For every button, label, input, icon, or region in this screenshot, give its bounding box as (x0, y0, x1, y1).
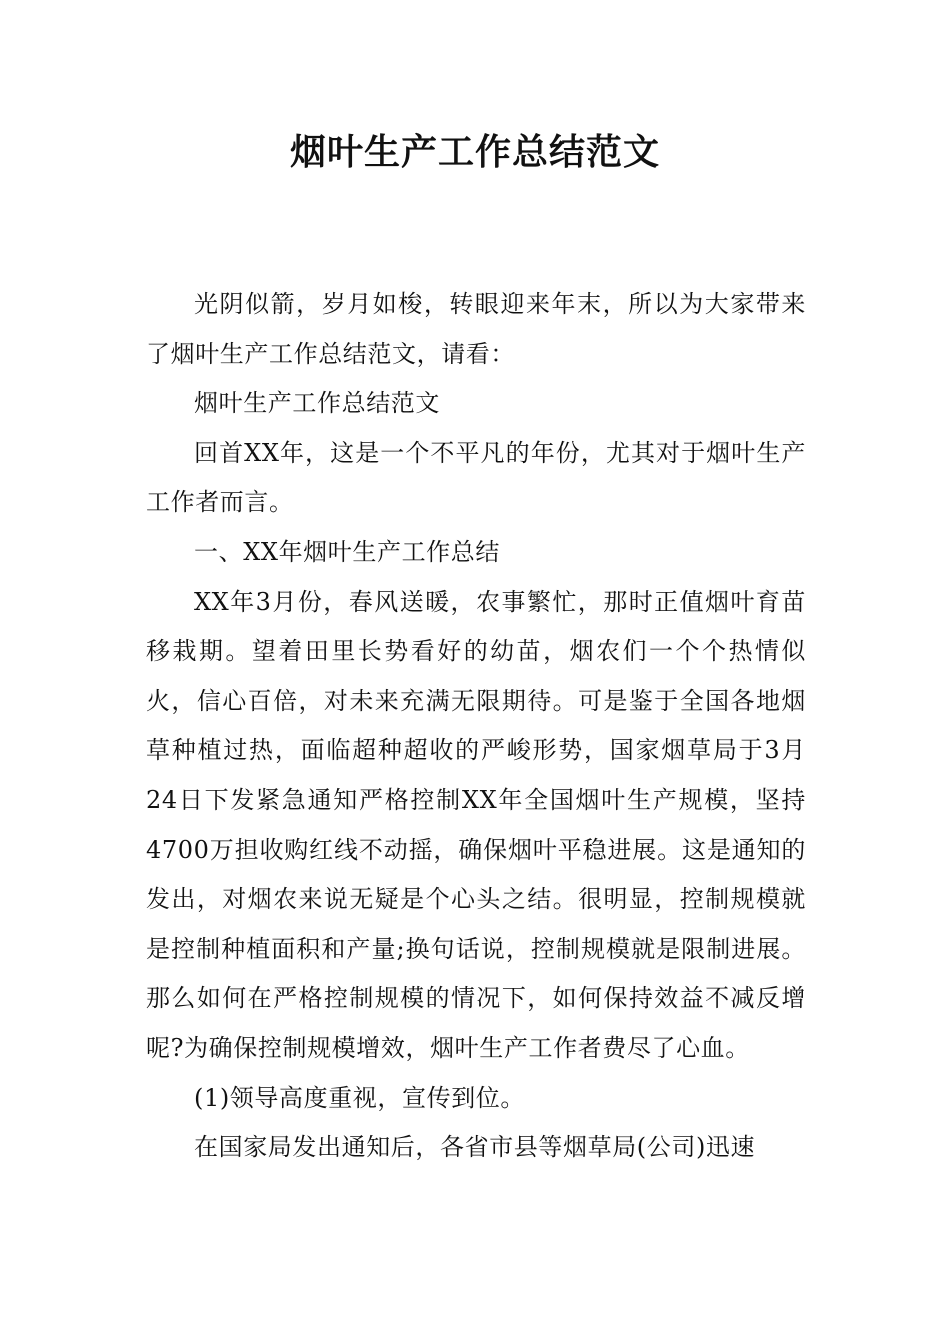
closing-paragraph: 在国家局发出通知后，各省市县等烟草局(公司)迅速 (194, 1133, 756, 1162)
opening-paragraph: 回首XX年，这是一个不平凡的年份，尤其对于烟叶生产工作者而言。 (146, 438, 806, 517)
section-heading: 一、XX年烟叶生产工作总结 (194, 537, 500, 566)
document-title: 烟叶生产工作总结范文 (289, 131, 660, 173)
document-body (146, 280, 806, 1173)
subsection-heading: (1)领导高度重视，宣传到位。 (194, 1083, 525, 1112)
intro-paragraph: 光阴似箭，岁月如梭，转眼迎来年末，所以为大家带来了烟叶生产工作总结范文，请看： (146, 290, 806, 368)
subtitle-paragraph: 烟叶生产工作总结范文 (194, 389, 440, 418)
main-paragraph: XX年3月份，春风送暖，农事繁忙，那时正值烟叶育苗移栽期。望着田里长势看好的幼苗，烟农们一个个热情似火，信心百倍，对未来充满无限期待。可是鉴于全国各地烟草种植过热，面临超种超收的严峻形势，国家烟草局于3月24日下发紧急通知严格控制XX年全国烟叶生产规模，坚持4700万担收购红线不动摇，确保烟叶平稳进展。这是通知的发出，对烟农来说无疑是个心头之结。很明显，控制规模就是控制种植面积和产量;换句话说，控制规模就是限制进展。那么如何在严格控制规模的情况下，如何保持效益不减反增呢?为确保控制规模增效，烟叶生产工作者费尽了心血。 (146, 587, 806, 1062)
